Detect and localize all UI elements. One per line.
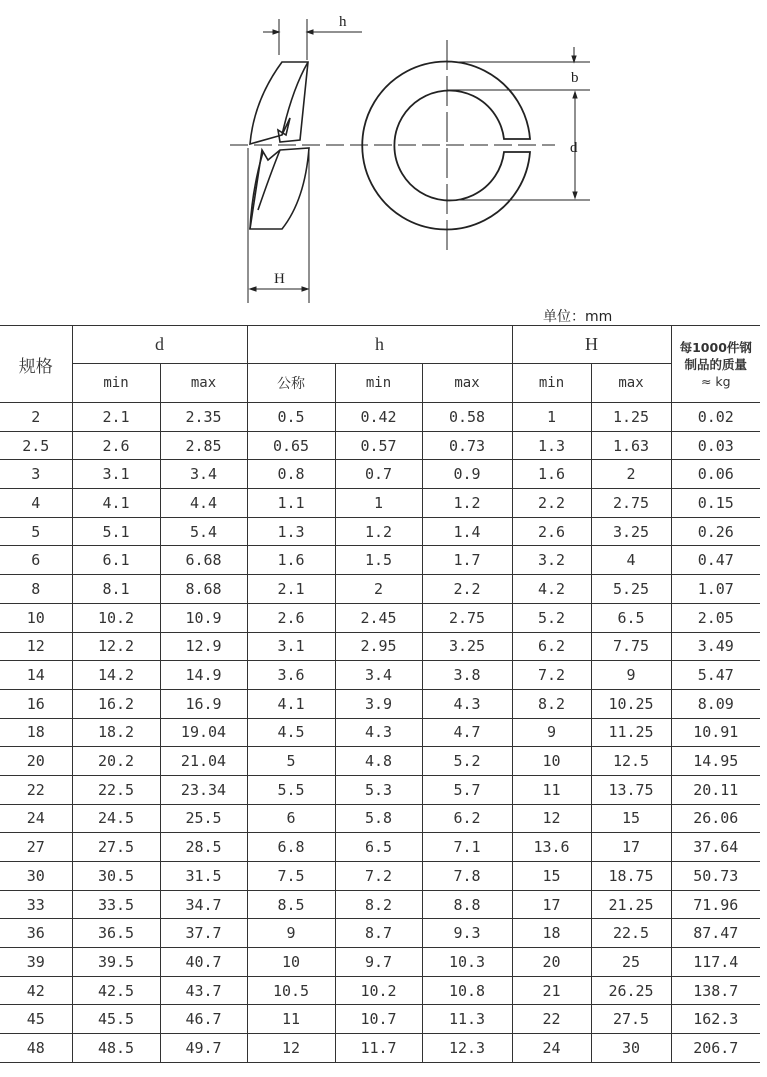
table-cell: 31.5 xyxy=(160,862,247,891)
table-cell: 27.5 xyxy=(591,1005,671,1034)
table-cell: 16.2 xyxy=(72,689,160,718)
table-row xyxy=(0,775,760,804)
table-row xyxy=(0,833,760,862)
table-cell: 15 xyxy=(512,862,591,891)
table-cell: 2.2 xyxy=(422,575,512,604)
table-row xyxy=(0,661,760,690)
table-cell: 42 xyxy=(0,976,72,1005)
table-cell: 6.5 xyxy=(591,603,671,632)
table-cell: 42.5 xyxy=(72,976,160,1005)
header-mass xyxy=(671,326,760,403)
table-cell: 14.9 xyxy=(160,661,247,690)
table-cell: 2.85 xyxy=(160,431,247,460)
table-cell: 10 xyxy=(512,747,591,776)
table-cell: 4.3 xyxy=(335,718,422,747)
table-cell: 0.65 xyxy=(247,431,335,460)
table-row xyxy=(0,948,760,977)
table-cell: 21.04 xyxy=(160,747,247,776)
table-cell: 11 xyxy=(512,775,591,804)
table-cell: 10 xyxy=(247,948,335,977)
table-cell: 17 xyxy=(591,833,671,862)
table-cell: 6 xyxy=(0,546,72,575)
spring-washer-spec-table xyxy=(0,325,760,1063)
table-cell: 45.5 xyxy=(72,1005,160,1034)
table-cell: 2 xyxy=(0,403,72,432)
table-cell: 2.95 xyxy=(335,632,422,661)
table-cell: 4.4 xyxy=(160,489,247,518)
table-cell: 16 xyxy=(0,689,72,718)
table-cell: 28.5 xyxy=(160,833,247,862)
table-row xyxy=(0,603,760,632)
table-cell: 7.1 xyxy=(422,833,512,862)
table-cell: 4 xyxy=(591,546,671,575)
table-row xyxy=(0,1005,760,1034)
table-cell: 12.3 xyxy=(422,1034,512,1063)
dim-label-H: H xyxy=(274,271,285,287)
table-cell: 24.5 xyxy=(72,804,160,833)
table-cell: 11.7 xyxy=(335,1034,422,1063)
table-cell: 5.8 xyxy=(335,804,422,833)
table-row xyxy=(0,919,760,948)
table-cell: 3.25 xyxy=(591,517,671,546)
table-cell: 0.57 xyxy=(335,431,422,460)
table-cell: 5.3 xyxy=(335,775,422,804)
table-cell: 0.26 xyxy=(671,517,760,546)
table-cell: 7.2 xyxy=(335,862,422,891)
table-cell: 46.7 xyxy=(160,1005,247,1034)
table-cell: 117.4 xyxy=(671,948,760,977)
table-cell: 6.8 xyxy=(247,833,335,862)
table-cell: 10.2 xyxy=(335,976,422,1005)
table-cell: 2.5 xyxy=(0,431,72,460)
table-cell: 1.07 xyxy=(671,575,760,604)
table-cell: 4.5 xyxy=(247,718,335,747)
table-cell: 0.5 xyxy=(247,403,335,432)
mass-line-2: 制品的质量 xyxy=(684,356,748,372)
table-cell: 1.63 xyxy=(591,431,671,460)
mass-line-3: ≈ kg xyxy=(700,373,731,389)
table-cell: 22 xyxy=(0,775,72,804)
table-cell: 37.64 xyxy=(671,833,760,862)
table-cell: 206.7 xyxy=(671,1034,760,1063)
table-cell: 0.8 xyxy=(247,460,335,489)
table-cell: 34.7 xyxy=(160,890,247,919)
table-cell: 7.5 xyxy=(247,862,335,891)
header-H: H xyxy=(512,326,671,364)
table-cell: 162.3 xyxy=(671,1005,760,1034)
table-cell: 5.2 xyxy=(512,603,591,632)
header-spec: 规格 xyxy=(0,326,72,403)
table-cell: 40.7 xyxy=(160,948,247,977)
table-cell: 12.9 xyxy=(160,632,247,661)
table-cell: 27.5 xyxy=(72,833,160,862)
table-cell: 4.8 xyxy=(335,747,422,776)
table-cell: 10.7 xyxy=(335,1005,422,1034)
table-cell: 8.09 xyxy=(671,689,760,718)
table-cell: 5.2 xyxy=(422,747,512,776)
table-cell: 3.1 xyxy=(247,632,335,661)
table-cell: 10.9 xyxy=(160,603,247,632)
table-row xyxy=(0,689,760,718)
table-cell: 1.3 xyxy=(512,431,591,460)
table-cell: 1 xyxy=(335,489,422,518)
table-cell: 10 xyxy=(0,603,72,632)
header-d-max: max xyxy=(160,364,247,403)
table-cell: 26.06 xyxy=(671,804,760,833)
table-cell: 3.1 xyxy=(72,460,160,489)
table-cell: 0.03 xyxy=(671,431,760,460)
table-cell: 4 xyxy=(0,489,72,518)
table-cell: 3.4 xyxy=(160,460,247,489)
unit-label: 单位：mm xyxy=(543,309,613,325)
table-cell: 0.02 xyxy=(671,403,760,432)
table-cell: 7.75 xyxy=(591,632,671,661)
header-H-min: min xyxy=(512,364,591,403)
table-cell: 10.3 xyxy=(422,948,512,977)
table-cell: 14.2 xyxy=(72,661,160,690)
spring-washer-diagram xyxy=(230,0,610,310)
table-cell: 17 xyxy=(512,890,591,919)
table-cell: 11.25 xyxy=(591,718,671,747)
table-cell: 0.42 xyxy=(335,403,422,432)
table-cell: 2.1 xyxy=(247,575,335,604)
table-cell: 23.34 xyxy=(160,775,247,804)
table-cell: 4.3 xyxy=(422,689,512,718)
washer-side-lower xyxy=(250,148,309,229)
table-cell: 48.5 xyxy=(72,1034,160,1063)
table-cell: 5.1 xyxy=(72,517,160,546)
table-cell: 24 xyxy=(0,804,72,833)
table-cell: 8 xyxy=(0,575,72,604)
table-cell: 0.73 xyxy=(422,431,512,460)
table-row xyxy=(0,431,760,460)
table-cell: 1.7 xyxy=(422,546,512,575)
table-cell: 87.47 xyxy=(671,919,760,948)
table-cell: 4.7 xyxy=(422,718,512,747)
table-row xyxy=(0,632,760,661)
table-cell: 1.25 xyxy=(591,403,671,432)
table-cell: 20.2 xyxy=(72,747,160,776)
table-cell: 9.7 xyxy=(335,948,422,977)
dim-label-d: d xyxy=(570,140,578,156)
table-cell: 0.47 xyxy=(671,546,760,575)
table-cell: 1.3 xyxy=(247,517,335,546)
table-cell: 2.6 xyxy=(72,431,160,460)
table-cell: 9.3 xyxy=(422,919,512,948)
table-cell: 10.8 xyxy=(422,976,512,1005)
table-cell: 11 xyxy=(247,1005,335,1034)
table-cell: 26.25 xyxy=(591,976,671,1005)
table-cell: 138.7 xyxy=(671,976,760,1005)
table-cell: 12.2 xyxy=(72,632,160,661)
table-row xyxy=(0,489,760,518)
table-cell: 22.5 xyxy=(591,919,671,948)
table-cell: 5.47 xyxy=(671,661,760,690)
table-cell: 3.8 xyxy=(422,661,512,690)
table-cell: 6 xyxy=(247,804,335,833)
table-cell: 3.9 xyxy=(335,689,422,718)
table-cell: 6.5 xyxy=(335,833,422,862)
dim-label-h: h xyxy=(339,14,347,30)
table-cell: 1.6 xyxy=(247,546,335,575)
table-cell: 5 xyxy=(0,517,72,546)
table-cell: 36.5 xyxy=(72,919,160,948)
table-row xyxy=(0,976,760,1005)
table-row xyxy=(0,890,760,919)
table-cell: 37.7 xyxy=(160,919,247,948)
table-cell: 1.6 xyxy=(512,460,591,489)
header-d-min: min xyxy=(72,364,160,403)
table-cell: 6.2 xyxy=(422,804,512,833)
table-cell: 71.96 xyxy=(671,890,760,919)
table-cell: 1.5 xyxy=(335,546,422,575)
table-cell: 2.6 xyxy=(512,517,591,546)
table-cell: 22.5 xyxy=(72,775,160,804)
table-cell: 5 xyxy=(247,747,335,776)
table-cell: 2.35 xyxy=(160,403,247,432)
table-cell: 8.2 xyxy=(335,890,422,919)
table-cell: 6.68 xyxy=(160,546,247,575)
table-cell: 9 xyxy=(512,718,591,747)
table-cell: 5.5 xyxy=(247,775,335,804)
table-cell: 36 xyxy=(0,919,72,948)
header-d: d xyxy=(72,326,247,364)
table-cell: 21.25 xyxy=(591,890,671,919)
header-h: h xyxy=(247,326,512,364)
table-cell: 9 xyxy=(247,919,335,948)
table-cell: 30 xyxy=(591,1034,671,1063)
table-cell: 2 xyxy=(335,575,422,604)
table-cell: 19.04 xyxy=(160,718,247,747)
table-cell: 30 xyxy=(0,862,72,891)
table-cell: 14.95 xyxy=(671,747,760,776)
table-row xyxy=(0,804,760,833)
table-cell: 8.5 xyxy=(247,890,335,919)
table-cell: 13.6 xyxy=(512,833,591,862)
table-row xyxy=(0,517,760,546)
table-row xyxy=(0,718,760,747)
washer-side-upper xyxy=(250,62,308,144)
table-cell: 5.4 xyxy=(160,517,247,546)
table-cell: 2.1 xyxy=(72,403,160,432)
table-cell: 0.7 xyxy=(335,460,422,489)
table-cell: 1 xyxy=(512,403,591,432)
dim-label-b: b xyxy=(571,70,579,86)
table-cell: 7.8 xyxy=(422,862,512,891)
table-cell: 2 xyxy=(591,460,671,489)
table-cell: 2.05 xyxy=(671,603,760,632)
header-H-max: max xyxy=(591,364,671,403)
table-row xyxy=(0,403,760,432)
table-cell: 3.4 xyxy=(335,661,422,690)
table-cell: 3 xyxy=(0,460,72,489)
table-cell: 39 xyxy=(0,948,72,977)
table-cell: 3.25 xyxy=(422,632,512,661)
table-cell: 0.58 xyxy=(422,403,512,432)
table-row xyxy=(0,862,760,891)
table-row xyxy=(0,546,760,575)
table-cell: 7.2 xyxy=(512,661,591,690)
table-cell: 9 xyxy=(591,661,671,690)
table-cell: 5.25 xyxy=(591,575,671,604)
table-cell: 10.2 xyxy=(72,603,160,632)
table-cell: 2.75 xyxy=(422,603,512,632)
table-cell: 1.1 xyxy=(247,489,335,518)
table-cell: 15 xyxy=(591,804,671,833)
table-cell: 24 xyxy=(512,1034,591,1063)
table-cell: 50.73 xyxy=(671,862,760,891)
table-cell: 21 xyxy=(512,976,591,1005)
table-cell: 12 xyxy=(0,632,72,661)
table-row xyxy=(0,747,760,776)
table-cell: 25.5 xyxy=(160,804,247,833)
table-cell: 1.4 xyxy=(422,517,512,546)
header-h-max: max xyxy=(422,364,512,403)
table-cell: 8.1 xyxy=(72,575,160,604)
table-row xyxy=(0,1034,760,1063)
table-cell: 27 xyxy=(0,833,72,862)
table-cell: 8.68 xyxy=(160,575,247,604)
table-cell: 10.5 xyxy=(247,976,335,1005)
table-cell: 25 xyxy=(591,948,671,977)
table-cell: 48 xyxy=(0,1034,72,1063)
mass-line-1: 每1000件钢 xyxy=(679,339,752,355)
table-cell: 3.49 xyxy=(671,632,760,661)
header-h-nominal: 公称 xyxy=(247,364,335,403)
table-cell: 43.7 xyxy=(160,976,247,1005)
table-cell: 10.91 xyxy=(671,718,760,747)
table-cell: 8.2 xyxy=(512,689,591,718)
table-cell: 1.2 xyxy=(335,517,422,546)
table-cell: 4.2 xyxy=(512,575,591,604)
table-cell: 0.9 xyxy=(422,460,512,489)
table-cell: 4.1 xyxy=(247,689,335,718)
table-cell: 18.75 xyxy=(591,862,671,891)
table-cell: 22 xyxy=(512,1005,591,1034)
table-cell: 4.1 xyxy=(72,489,160,518)
table-cell: 3.2 xyxy=(512,546,591,575)
table-cell: 1.2 xyxy=(422,489,512,518)
table-cell: 0.06 xyxy=(671,460,760,489)
table-cell: 30.5 xyxy=(72,862,160,891)
table-cell: 2.2 xyxy=(512,489,591,518)
table-cell: 12 xyxy=(247,1034,335,1063)
table-cell: 10.25 xyxy=(591,689,671,718)
table-cell: 3.6 xyxy=(247,661,335,690)
table-cell: 2.75 xyxy=(591,489,671,518)
table-cell: 5.7 xyxy=(422,775,512,804)
table-cell: 12 xyxy=(512,804,591,833)
table-row xyxy=(0,575,760,604)
header-h-min: min xyxy=(335,364,422,403)
table-cell: 18.2 xyxy=(72,718,160,747)
table-cell: 45 xyxy=(0,1005,72,1034)
table-cell: 11.3 xyxy=(422,1005,512,1034)
table-cell: 20 xyxy=(0,747,72,776)
table-cell: 13.75 xyxy=(591,775,671,804)
table-cell: 6.1 xyxy=(72,546,160,575)
table-cell: 12.5 xyxy=(591,747,671,776)
table-cell: 2.6 xyxy=(247,603,335,632)
table-row xyxy=(0,460,760,489)
table-cell: 33 xyxy=(0,890,72,919)
table-cell: 39.5 xyxy=(72,948,160,977)
table-cell: 8.7 xyxy=(335,919,422,948)
table-cell: 16.9 xyxy=(160,689,247,718)
table-cell: 18 xyxy=(512,919,591,948)
table-cell: 20.11 xyxy=(671,775,760,804)
table-cell: 33.5 xyxy=(72,890,160,919)
table-cell: 2.45 xyxy=(335,603,422,632)
table-cell: 20 xyxy=(512,948,591,977)
table-cell: 18 xyxy=(0,718,72,747)
table-cell: 6.2 xyxy=(512,632,591,661)
table-cell: 14 xyxy=(0,661,72,690)
table-cell: 8.8 xyxy=(422,890,512,919)
table-cell: 49.7 xyxy=(160,1034,247,1063)
table-cell: 0.15 xyxy=(671,489,760,518)
